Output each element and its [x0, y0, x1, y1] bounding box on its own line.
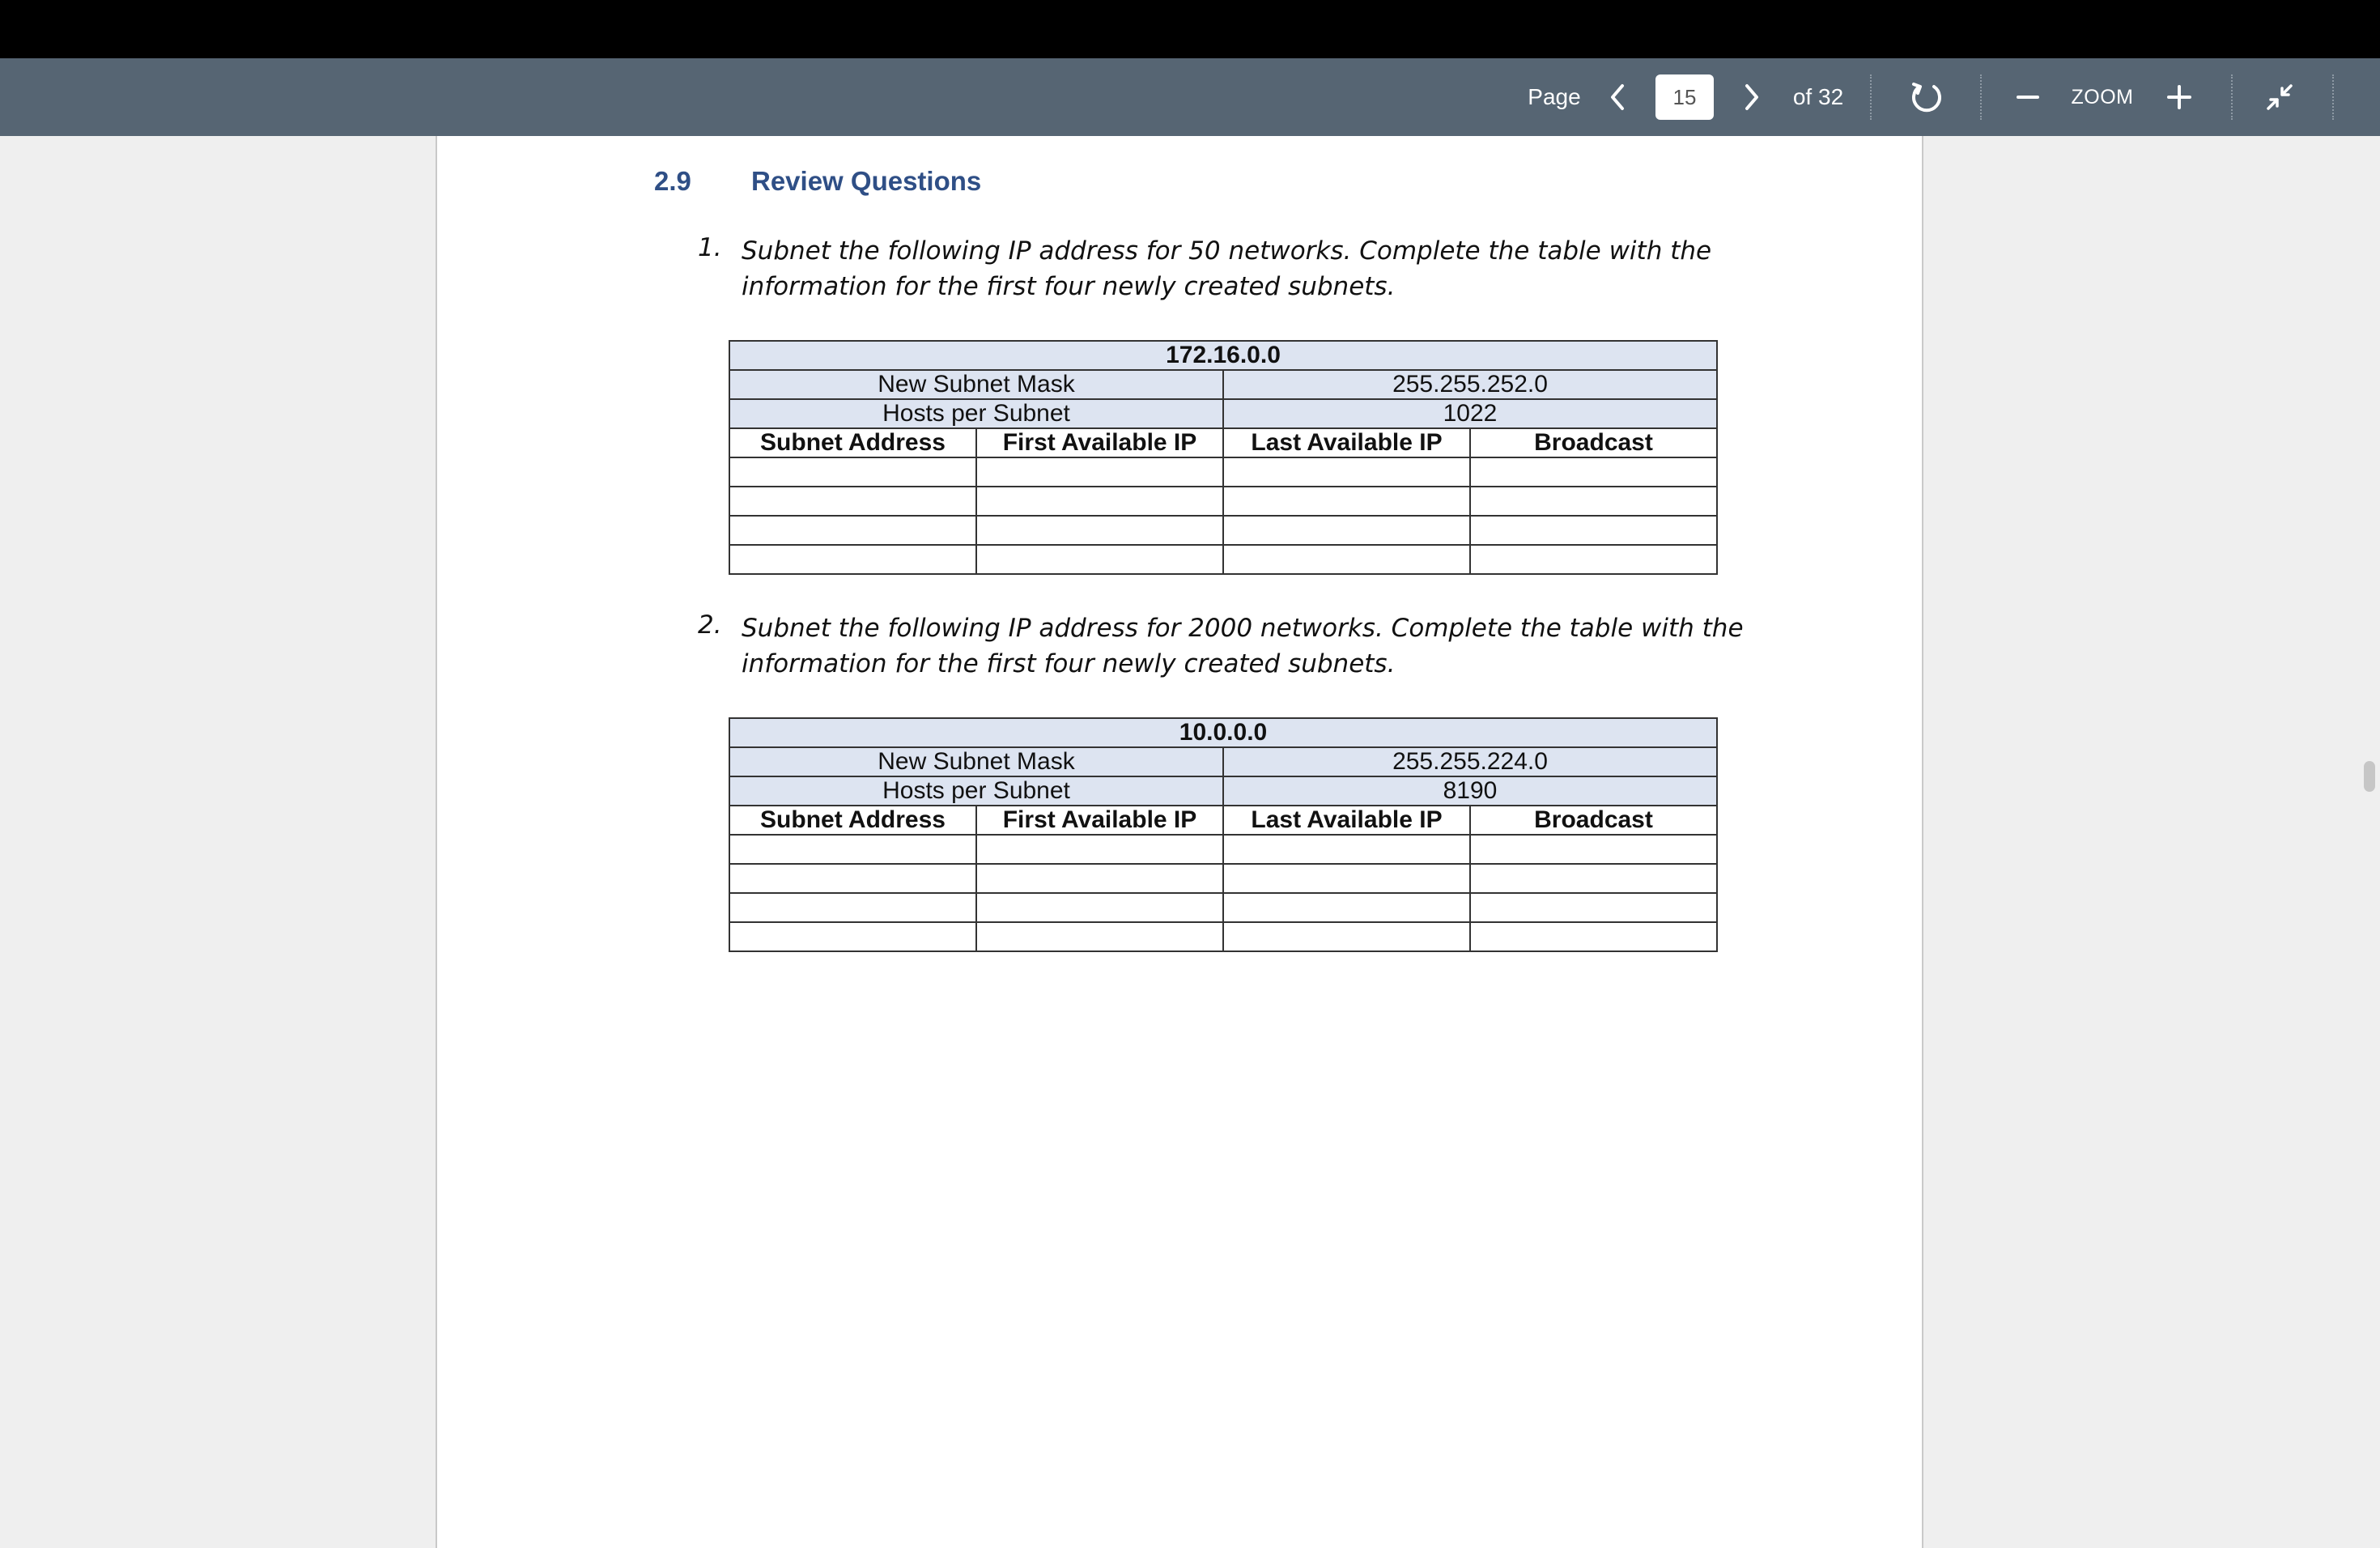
rotate-button[interactable] [1907, 58, 1946, 136]
table-cell [1470, 893, 1717, 922]
question-line: Subnet the following IP address for 2000 networks. Complete the table with the [742, 614, 1744, 643]
table-cell [1470, 487, 1717, 516]
table-cell [729, 893, 976, 922]
table-cell [729, 487, 976, 516]
mask-label: New Subnet Mask [729, 370, 1223, 399]
toolbar-divider [1980, 74, 1982, 120]
column-header: Broadcast [1470, 806, 1717, 835]
question-number: 1. [698, 233, 722, 262]
toolbar-divider [2332, 74, 2334, 120]
table-cell [1470, 516, 1717, 545]
table-cell [729, 835, 976, 864]
top-bar [0, 0, 2380, 58]
table-cell [976, 487, 1223, 516]
hosts-value: 1022 [1223, 399, 1717, 428]
table-row [729, 457, 1717, 487]
table-row [729, 835, 1717, 864]
section-number: 2.9 [654, 166, 691, 196]
question-text [742, 233, 1753, 304]
page-number-input[interactable] [1655, 74, 1714, 120]
table-row [729, 487, 1717, 516]
mask-label: New Subnet Mask [729, 747, 1223, 776]
column-header: First Available IP [976, 428, 1223, 457]
table-cell [976, 864, 1223, 893]
table-cell [729, 545, 976, 574]
table-row [729, 922, 1717, 951]
collapse-icon [2264, 82, 2295, 113]
column-header: Last Available IP [1223, 806, 1470, 835]
vertical-scrollbar[interactable] [2360, 136, 2380, 1548]
table-cell [976, 835, 1223, 864]
table-cell [1223, 922, 1470, 951]
hosts-label: Hosts per Subnet [729, 399, 1223, 428]
table-cell [1223, 835, 1470, 864]
table-cell [1223, 487, 1470, 516]
pdf-toolbar [0, 58, 2380, 136]
table-cell [729, 864, 976, 893]
table-cell [976, 545, 1223, 574]
network-address: 10.0.0.0 [729, 718, 1717, 747]
question-text [742, 610, 1753, 682]
table-cell [729, 516, 976, 545]
plus-icon [2165, 83, 2193, 111]
table-cell [1223, 893, 1470, 922]
table-cell [1223, 864, 1470, 893]
table-cell [729, 457, 976, 487]
column-header: Broadcast [1470, 428, 1717, 457]
table-cell [1223, 457, 1470, 487]
previous-page-button[interactable] [1601, 58, 1634, 136]
section-title: Review Questions [751, 166, 982, 196]
table-cell [1223, 545, 1470, 574]
question-line: information for the first four newly created subnets. [742, 649, 1396, 678]
table-cell [976, 516, 1223, 545]
zoom-label: ZOOM [2071, 85, 2134, 108]
table-row [729, 545, 1717, 574]
column-header: Subnet Address [729, 428, 976, 457]
zoom-in-button[interactable] [2163, 58, 2195, 136]
table-cell [976, 922, 1223, 951]
toolbar-divider [1870, 74, 1872, 120]
subnet-table [729, 717, 1718, 952]
question-line: information for the first four newly created subnets. [742, 272, 1396, 301]
table-row [729, 516, 1717, 545]
zoom-out-button[interactable] [2014, 58, 2042, 136]
next-page-button[interactable] [1736, 58, 1768, 136]
scrollbar-thumb[interactable] [2364, 761, 2375, 792]
exit-fullscreen-button[interactable] [2263, 58, 2296, 136]
chevron-right-icon [1743, 83, 1761, 112]
refresh-icon [1910, 80, 1944, 114]
table-cell [1470, 457, 1717, 487]
network-address: 172.16.0.0 [729, 341, 1717, 370]
column-header: Last Available IP [1223, 428, 1470, 457]
table-cell [729, 922, 976, 951]
table-cell [1470, 835, 1717, 864]
minus-icon [2016, 85, 2040, 109]
subnet-table [729, 340, 1718, 575]
mask-value: 255.255.224.0 [1223, 747, 1717, 776]
mask-value: 255.255.252.0 [1223, 370, 1717, 399]
hosts-label: Hosts per Subnet [729, 776, 1223, 806]
question-line: Subnet the following IP address for 50 networks. Complete the table with the [742, 236, 1712, 266]
hosts-value: 8190 [1223, 776, 1717, 806]
table-cell [1470, 545, 1717, 574]
chevron-left-icon [1609, 83, 1626, 112]
total-pages-label: of 32 [1792, 84, 1844, 109]
table-cell [1223, 516, 1470, 545]
table-cell [1470, 922, 1717, 951]
table-cell [976, 457, 1223, 487]
toolbar-divider [2231, 74, 2233, 120]
table-cell [976, 893, 1223, 922]
column-header: Subnet Address [729, 806, 976, 835]
question-number: 2. [698, 610, 722, 640]
column-header: First Available IP [976, 806, 1223, 835]
table-row [729, 893, 1717, 922]
page-label: Page [1528, 84, 1581, 109]
table-cell [1470, 864, 1717, 893]
table-row [729, 864, 1717, 893]
